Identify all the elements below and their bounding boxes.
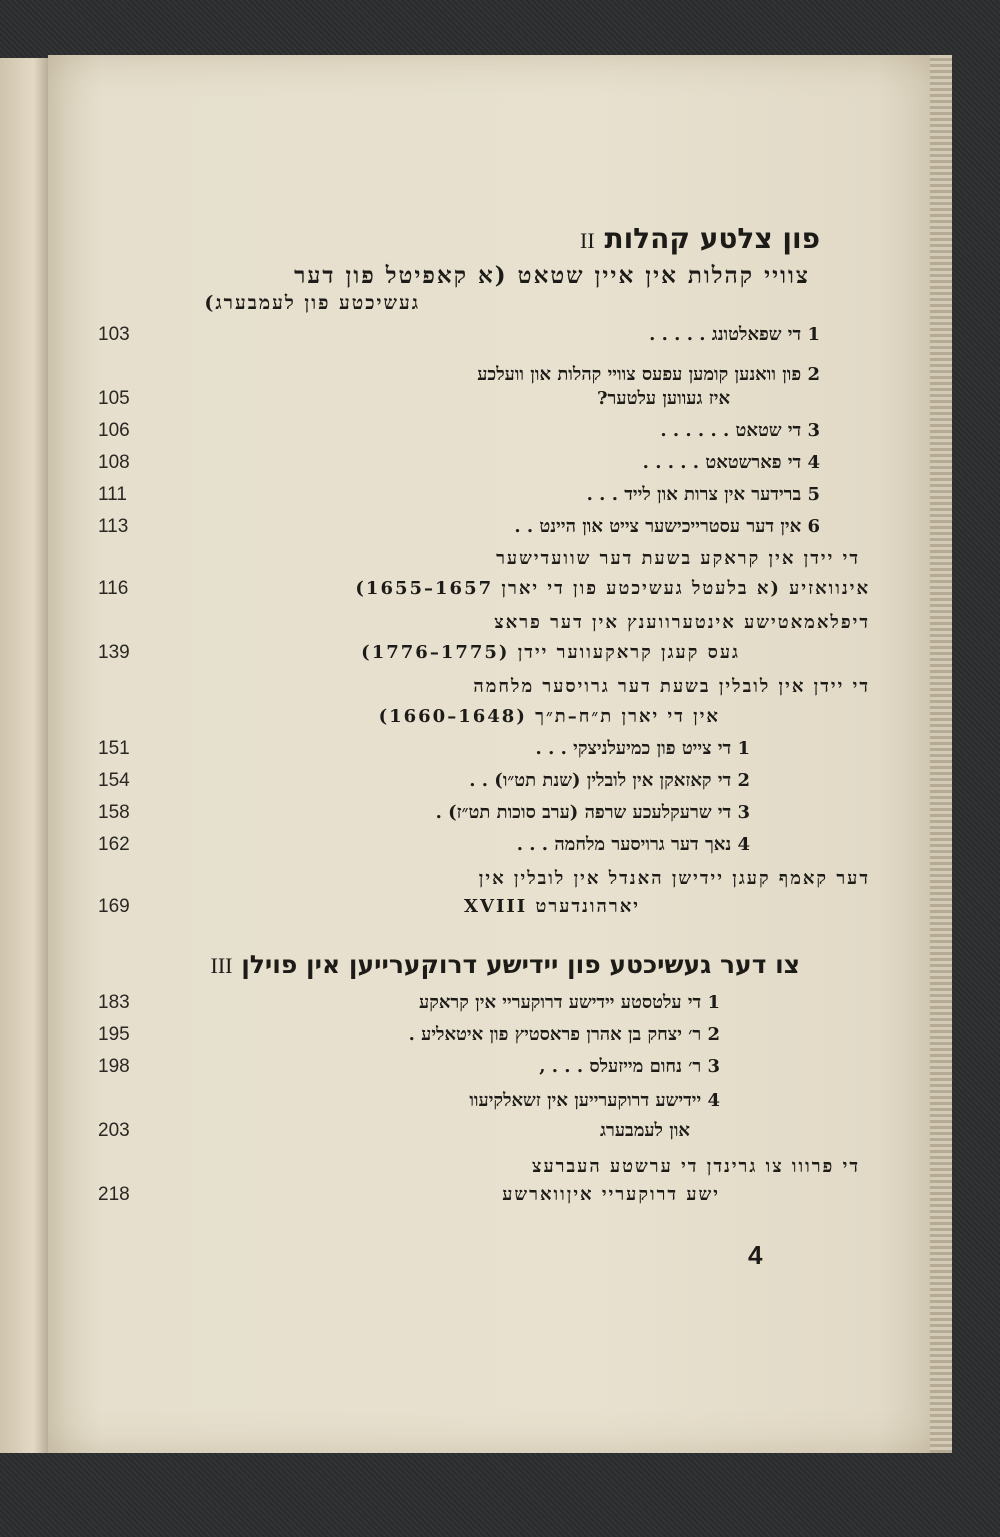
toc-entry: [90, 578, 870, 612]
toc-entry-title: געס קעגן קראקעווער יידן (1775–1776): [361, 642, 740, 663]
toc-page-number: 113: [98, 516, 129, 537]
section-ii-heading: [560, 222, 820, 255]
toc-entry: [90, 388, 820, 422]
toc-entry: [90, 1120, 820, 1154]
toc-entry: [90, 484, 820, 518]
toc-page-number: 169: [98, 896, 130, 917]
toc-page-number: 198: [98, 1056, 130, 1077]
toc-entry-title: 5 ברידער אין צרות און לייד . . .: [586, 484, 820, 505]
section-iii-numeral: III: [210, 953, 233, 978]
toc-entry: [90, 834, 820, 868]
section-iii-title: צו דער געשיכטע פון יידישע דרוקערייען אין פוילן: [241, 950, 800, 979]
toc-entry: [90, 992, 820, 1026]
toc-entry-title: 6 אין דער עסטרייכישער צייט און היינט . .: [514, 516, 820, 537]
toc-entry-title: 2 ר׳ יצחק בן אהרן פראסטיץ פון איטאליע .: [408, 1024, 720, 1045]
toc-page-number: 106: [98, 420, 130, 441]
toc-entry: [90, 420, 820, 454]
toc-entry-title: 1 די צייט פון כמיעלניצקי . . .: [535, 738, 750, 759]
toc-page-number: 162: [98, 834, 130, 855]
toc-entry-title: אינוואזיע (א בלעטל געשיכטע פון די יארן 1657–1655): [355, 578, 870, 599]
toc-entry: [90, 1090, 820, 1124]
page-block-edge: [930, 55, 952, 1453]
page-number: 4: [748, 1240, 763, 1270]
toc-entry-title: און לעמבערג: [600, 1120, 690, 1141]
toc-page-number: 195: [98, 1024, 130, 1045]
section-ii-numeral: II: [580, 228, 595, 253]
toc-page-number: 108: [98, 452, 130, 473]
toc-entry-title: 2 פון וואנען קומען עפעס צוויי קהלות און וועלכע: [477, 364, 820, 385]
toc-page-number: 183: [98, 992, 130, 1013]
toc-page-number: 151: [98, 738, 130, 759]
toc-page-number: 218: [98, 1184, 130, 1205]
toc-entry: [90, 324, 820, 358]
toc-entry: [90, 676, 870, 710]
toc-page-number: 116: [98, 578, 129, 599]
toc-entry-title: איז געווען עלטער?: [597, 388, 730, 409]
toc-entry-title: די יידן אין קראקע בשעת דער שוועדישער: [496, 548, 860, 569]
toc-entry-title: 2 די קאזאקן אין לובלין (שנת תט״ו) . .: [469, 770, 750, 791]
toc-entry: [90, 802, 820, 836]
toc-entry: [90, 642, 820, 676]
toc-entry: [90, 738, 820, 772]
subsection-heading: צוויי קהלות אין איין שטאט (א קאפיטל פון דער: [294, 262, 810, 289]
toc-entry-title: ישע דרוקעריי איןווארשע: [502, 1184, 720, 1205]
toc-page-number: 158: [98, 802, 130, 823]
toc-page-number: 154: [98, 770, 130, 791]
toc-entry: [90, 706, 820, 740]
facing-page-edge: [0, 58, 49, 1453]
subsection-heading-cont: געשיכטע פון לעמבערג): [204, 292, 420, 314]
toc-page-number: 139: [98, 642, 130, 663]
toc-entry-title: דער קאמף קעגן יידישן האנדל אין לובלין אין: [478, 868, 870, 889]
toc-entry-title: יארהונדערט XVIII: [464, 896, 640, 917]
toc-page-number: 111: [98, 484, 127, 505]
toc-entry-title: 1 די עלטסטע יידישע דרוקעריי אין קראקע: [419, 992, 720, 1013]
toc-page-number: 105: [98, 388, 130, 409]
toc-entry: [90, 452, 820, 486]
toc-entry-title: 4 יידישע דרוקערייען אין זשאלקיעוו: [469, 1090, 720, 1111]
toc-entry-title: 1 די שפאלטונג . . . . .: [649, 324, 820, 345]
toc-entry-title: 4 די פארשטאט . . . . .: [642, 452, 820, 473]
section-iii-heading: [150, 950, 800, 979]
toc-entry: [90, 1184, 820, 1218]
toc-page-number: 103: [98, 324, 130, 345]
toc-entry-title: 3 די שרעקלעכע שרפה (ערב סוכות תט״ז) .: [435, 802, 750, 823]
toc-entry-title: דיפלאמאטישע אינטערווענץ אין דער פראצ: [494, 612, 870, 633]
toc-entry-title: 3 ר׳ נחום מייזעלס . . . ,: [539, 1056, 720, 1077]
toc-entry: [90, 612, 870, 646]
toc-entry: [90, 896, 820, 930]
toc-entry-title: 3 די שטאט . . . . . .: [660, 420, 820, 441]
toc-entry: [90, 770, 820, 804]
section-ii-title: פון צלטע קהלות: [604, 222, 820, 255]
toc-entry: [90, 1024, 820, 1058]
toc-entry-title: די יידן אין לובלין בשעת דער גרויסער מלחמה: [473, 676, 870, 697]
toc-entry-title: אין די יארן ת״ח–ת״ך (1648–1660): [378, 706, 720, 727]
toc-entry: [90, 1056, 820, 1090]
toc-page-number: 203: [98, 1120, 130, 1141]
toc-entry-title: די פרווו צו גרינדן די ערשטע העברעצ: [532, 1156, 860, 1177]
toc-entry-title: 4 נאך דער גרויסער מלחמה . . .: [516, 834, 750, 855]
toc-entry: [90, 548, 860, 582]
toc-entry: [90, 516, 820, 550]
